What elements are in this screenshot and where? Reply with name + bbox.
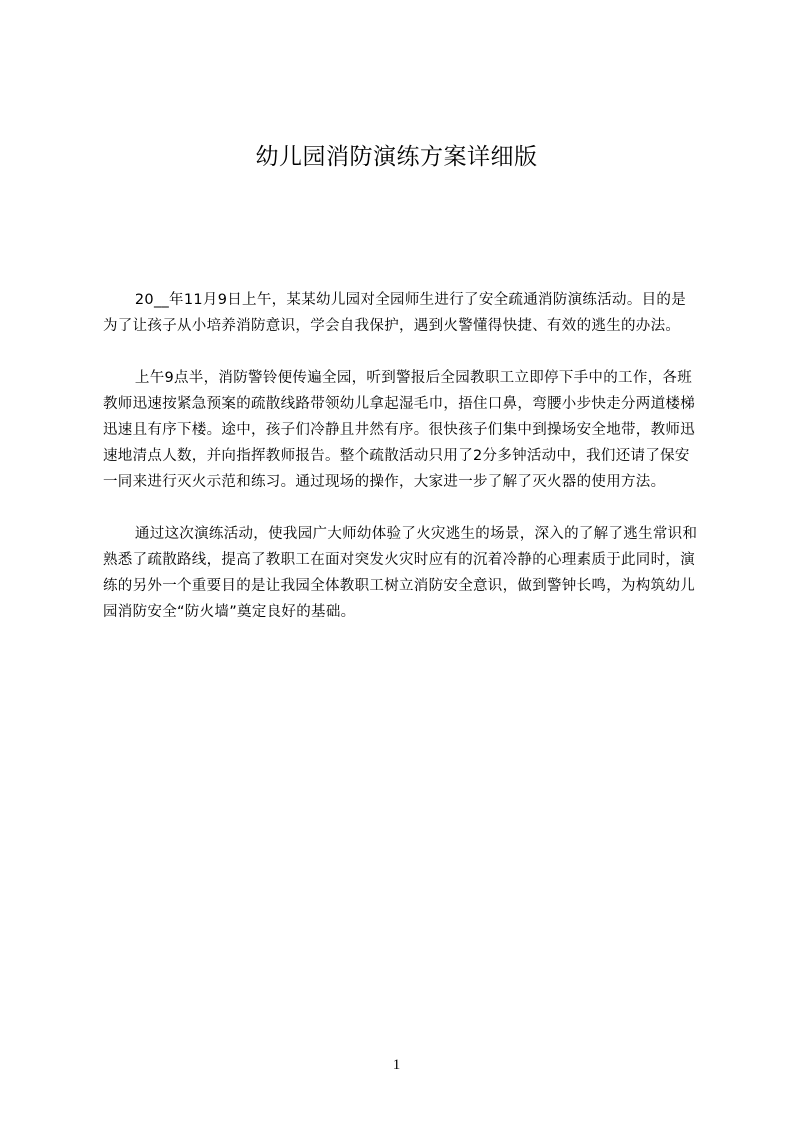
paragraph-3: 通过这次演练活动，使我园广大师幼体验了火灾逃生的场景，深入的了解了逃生常识和熟悉了疏散路线，提高了教职工在面对突发火灾时应有的沉着冷静的心理素质于此同时，演练的另外一个重要目的是让我园全体教职工树立消防安全意识，做到警钟长鸣，为构筑幼儿园消防安全“防火墙”奠定良好的基础。 xyxy=(103,526,698,620)
document-body xyxy=(103,287,698,651)
paragraph-1: 20__年11月9日上午，某某幼儿园对全园师生进行了安全疏通消防演练活动。目的是为了让孩子从小培养消防意识，学会自我保护，遇到火警懂得快捷、有效的逃生的办法。 xyxy=(103,292,687,334)
page-title: 幼儿园消防演练方案详细版 xyxy=(255,144,538,170)
page-number: 1 xyxy=(392,1057,401,1073)
paragraph-2: 上午9点半，消防警铃便传遍全园，听到警报后全园教职工立即停下手中的工作，各班教师迅速按紧急预案的疏散线路带领幼儿拿起湿毛巾，捂住口鼻，弯腰小步快走分两道楼梯迅速且有序下楼。途中，孩子们冷静且井然有序。很快孩子们集中到操场安全地带，教师迅速地清点人数，并向指挥教师报告。整个疏散活动只用了2分多钟活动中，我们还请了保安一同来进行灭火示范和练习。通过现场的操作，大家进一步了解了灭火器的使用方法。 xyxy=(103,370,695,490)
